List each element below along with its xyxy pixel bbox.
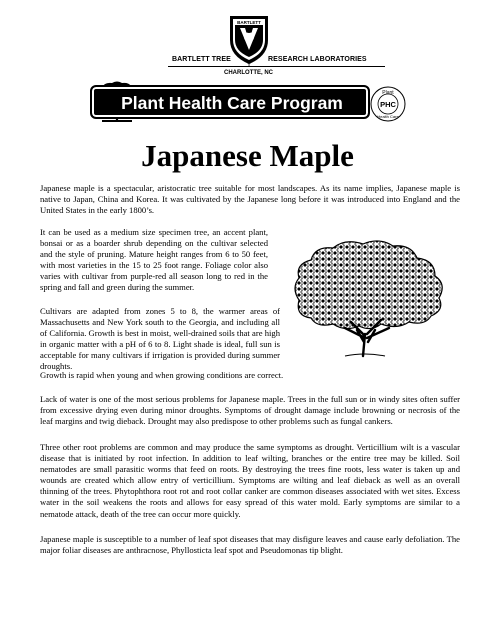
phc-seal — [370, 86, 406, 122]
paragraph-intro: Japanese maple is a spectacular, aristocratic tree suitable for most landscapes. As its name implies, Japanese maple is native to Japan, China and Korea. It was cultivated by the Japanese long before it was introduced into England and the United States in the early 1800’s. — [40, 183, 460, 216]
paragraph-water: Lack of water is one of the most serious problems for Japanese maple. Trees in the full sun or in windy sites often suffer from excessive drying even during minor droughts. Symptoms of drought damage include browning or necrosis of the leaf margins and twig dieback. Drought may also predispose to other problems such as fungal cankers. — [40, 394, 460, 427]
page-title: Japanese Maple — [141, 138, 354, 173]
header-location: CHARLOTTE, NC — [224, 70, 273, 76]
paragraph-root-problems: Three other root problems are common and may produce the same symptoms as drought. Verticillium wilt is a vascular disease that is initiated by root infection. In addition to leaf wilting, branches or the entire tree may be killed. Soil nematodes are small parasitic worms that feed on roots. By destroying the trees fine roots, less water is taken up and wounds are created which allow entry of verticillium. Symptoms are wilting and leaf dieback as well as an overall thinning of the trees. Phytophthora root rot and root collar canker are common diseases associated with wet sites. Excess water in the soil weakens the roots and allows for easy spread of this water mold. Early symptoms are similar to a nematode attack, death of the tree can occur more quickly. — [40, 442, 460, 519]
header-rule — [168, 66, 385, 67]
header-right-text: RESEARCH LABORATORIES — [268, 56, 367, 63]
bartlett-logo-text: BARTLETT — [237, 20, 261, 25]
badge-top-text: Plant — [382, 90, 394, 96]
paragraph-cultivars: Cultivars are adapted from zones 5 to 8, the warmer areas of Massachusetts and New York south to the Georgia, and including all of California. Growth is best in moist, well-drained soils that are high in organic matter with a pH of 6 to 8. Light shade is ideal, full sun is acceptable for many cultivars if irrigation is provided during summer droughts. — [40, 306, 280, 372]
banner-title: Plant Health Care Program — [121, 93, 343, 113]
header-left-text: BARTLETT TREE — [172, 56, 231, 63]
paragraph-cultivars-end: Growth is rapid when young and when growing conditions are correct. — [40, 370, 284, 380]
paragraph-uses: It can be used as a medium size specimen tree, an accent plant, bonsai or as a boarder shrub depending on the cultivar selected and the style of pruning. Mature height ranges from 6 to 50 feet, with most varieties in the 15 to 25 foot range. Foliage color also varies with cultivar from purple-red all season long to red in the spring and fall and green during the summer. — [40, 227, 268, 293]
program-banner — [90, 85, 370, 119]
badge-center-text: PHC — [380, 100, 396, 109]
bartlett-shield-logo — [226, 10, 272, 68]
bartlett-logo-letter: T — [247, 63, 251, 68]
paragraph-leaf-spot: Japanese maple is susceptible to a number of leaf spot diseases that may disfigure leaves and cause early defoliation. The major foliar diseases are anthracnose, Phyllosticta leaf spot and Pseudomonas tip blight. — [40, 534, 460, 556]
japanese-maple-tree-illustration — [285, 238, 460, 358]
badge-bottom-text: Health Care — [377, 114, 399, 119]
